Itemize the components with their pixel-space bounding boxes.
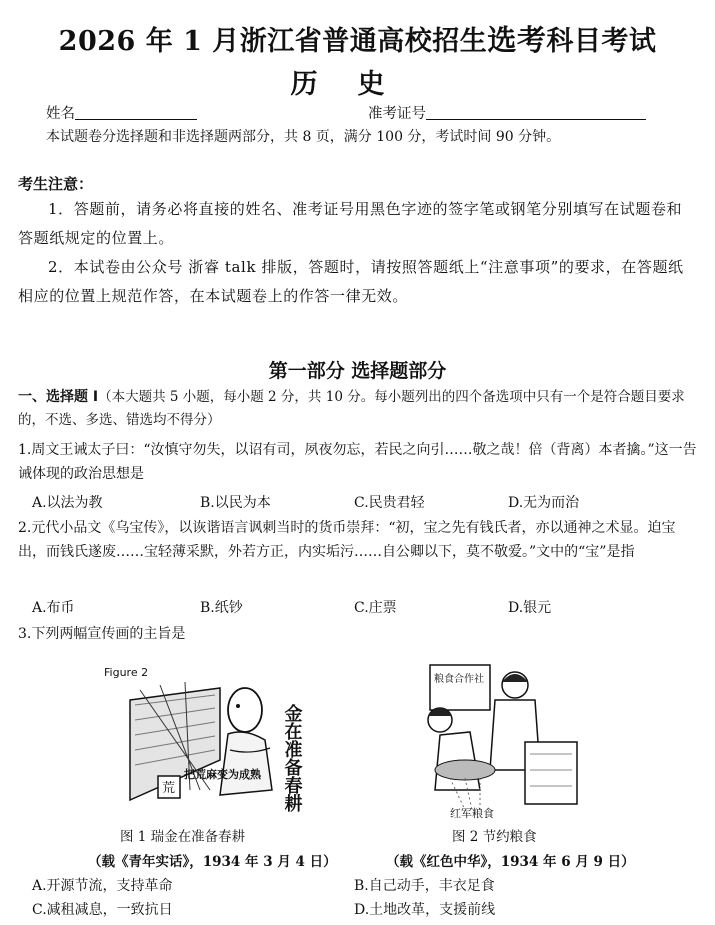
notes-body <box>18 195 693 311</box>
figure-2-bag-label: 红军粮食 <box>450 807 494 820</box>
figure-1-tag: Figure 2 <box>104 666 149 679</box>
id-label: 准考证号 <box>368 106 426 122</box>
figure-1-vertical-text: 金在准备春耕 <box>281 704 303 812</box>
question-2-options <box>32 597 692 619</box>
figure-1-caption: 图 1 瑞金在准备春耕 <box>120 829 246 845</box>
q3-option-b[interactable]: B.自己动手，丰衣足食 <box>354 878 495 894</box>
figure-2-sign: 粮食合作社 <box>434 674 484 685</box>
q2-option-c[interactable]: C.庄票 <box>354 600 397 616</box>
q3-option-a[interactable]: A.开源节流，支持革命 <box>32 878 173 894</box>
question-1-options <box>32 492 692 514</box>
figure-2-caption: 图 2 节约粮食 <box>452 829 537 845</box>
q3-option-c[interactable]: C.减租减息，一致抗日 <box>32 902 173 918</box>
subject-title: 历史 <box>290 69 425 100</box>
q1-option-a[interactable]: A.以法为教 <box>32 495 103 511</box>
question-2-stem: 2.元代小品文《乌宝传》，以诙谐语言讽刺当时的货币崇拜：“初，宝之先有钱氏者，亦以通神之术显。迫宝出，而钱氏遂废……宝轻薄采默，外若方正，内实垢污……自公卿以下，莫不敬爱。”文中的“宝”是指 <box>18 520 676 560</box>
q2-option-d[interactable]: D.银元 <box>508 600 552 616</box>
question-1-stem: 1.周文王诫太子曰：“汝慎守勿失，以诏有司，夙夜勿忘，若民之向引……敬之哉！倍（背离）本者擒。”这一告诫体现的政治思想是 <box>18 442 697 482</box>
id-field[interactable] <box>368 104 646 125</box>
exam-info: 本试题卷分选择题和非选择题两部分，共 8 页，满分 100 分，考试时间 90 分钟。 <box>46 129 561 145</box>
figure-2-source: （载《红色中华》，1934 年 6 月 9 日） <box>386 854 635 870</box>
figure-2-illustration <box>410 660 590 820</box>
figure-1-illustration <box>100 660 312 820</box>
question-3-stem: 3.下列两幅宣传画的主旨是 <box>18 626 186 642</box>
figure-1-source: （载《青年实话》，1934 年 3 月 4 日） <box>88 854 337 870</box>
id-blank[interactable] <box>426 105 646 120</box>
name-label: 姓名 <box>46 106 75 122</box>
q1-option-d[interactable]: D.无为而治 <box>508 495 580 511</box>
section-intro <box>18 386 703 432</box>
part-title: 第一部分 选择题部分 <box>268 360 447 382</box>
section-label: 一、选择题 I <box>18 389 99 405</box>
exam-title <box>0 18 715 59</box>
figure-1-slogan: 把荒麻变为成熟 <box>184 768 261 781</box>
q2-option-a[interactable]: A.布币 <box>32 600 75 616</box>
q3-option-d[interactable]: D.土地改革，支援前线 <box>354 902 496 918</box>
notes-heading: 考生注意： <box>18 175 94 193</box>
q2-option-b[interactable]: B.纸钞 <box>200 600 243 616</box>
note-item-1: 1．答题前，请务必将直接的姓名、准考证号用黑色字迹的签字笔或钢笔分别填写在试题卷和答题纸规定的位置上。 <box>18 200 683 247</box>
title-prefix: 2026 年 1 月浙江省普通高校招生 <box>58 26 488 57</box>
title-suffix: 科目考试 <box>546 26 657 57</box>
title-emphasis: 选考 <box>487 23 547 57</box>
q1-option-c[interactable]: C.民贵君轻 <box>354 495 425 511</box>
name-blank[interactable] <box>75 105 197 120</box>
section-desc: （本大题共 5 小题，每小题 2 分，共 10 分。每小题列出的四个备选项中只有一个是符合题目要求的，不选、多选、错选均不得分） <box>18 389 685 428</box>
note-item-2: 2．本试卷由公众号 浙睿 talk 排版，答题时，请按照答题纸上“注意事项”的要求，在答题纸相应的位置上规范作答，在本试题卷上的作答一律无效。 <box>18 258 684 305</box>
q1-option-b[interactable]: B.以民为本 <box>200 495 271 511</box>
name-field[interactable] <box>46 104 197 125</box>
figure-1-sign: 荒 <box>162 781 176 796</box>
